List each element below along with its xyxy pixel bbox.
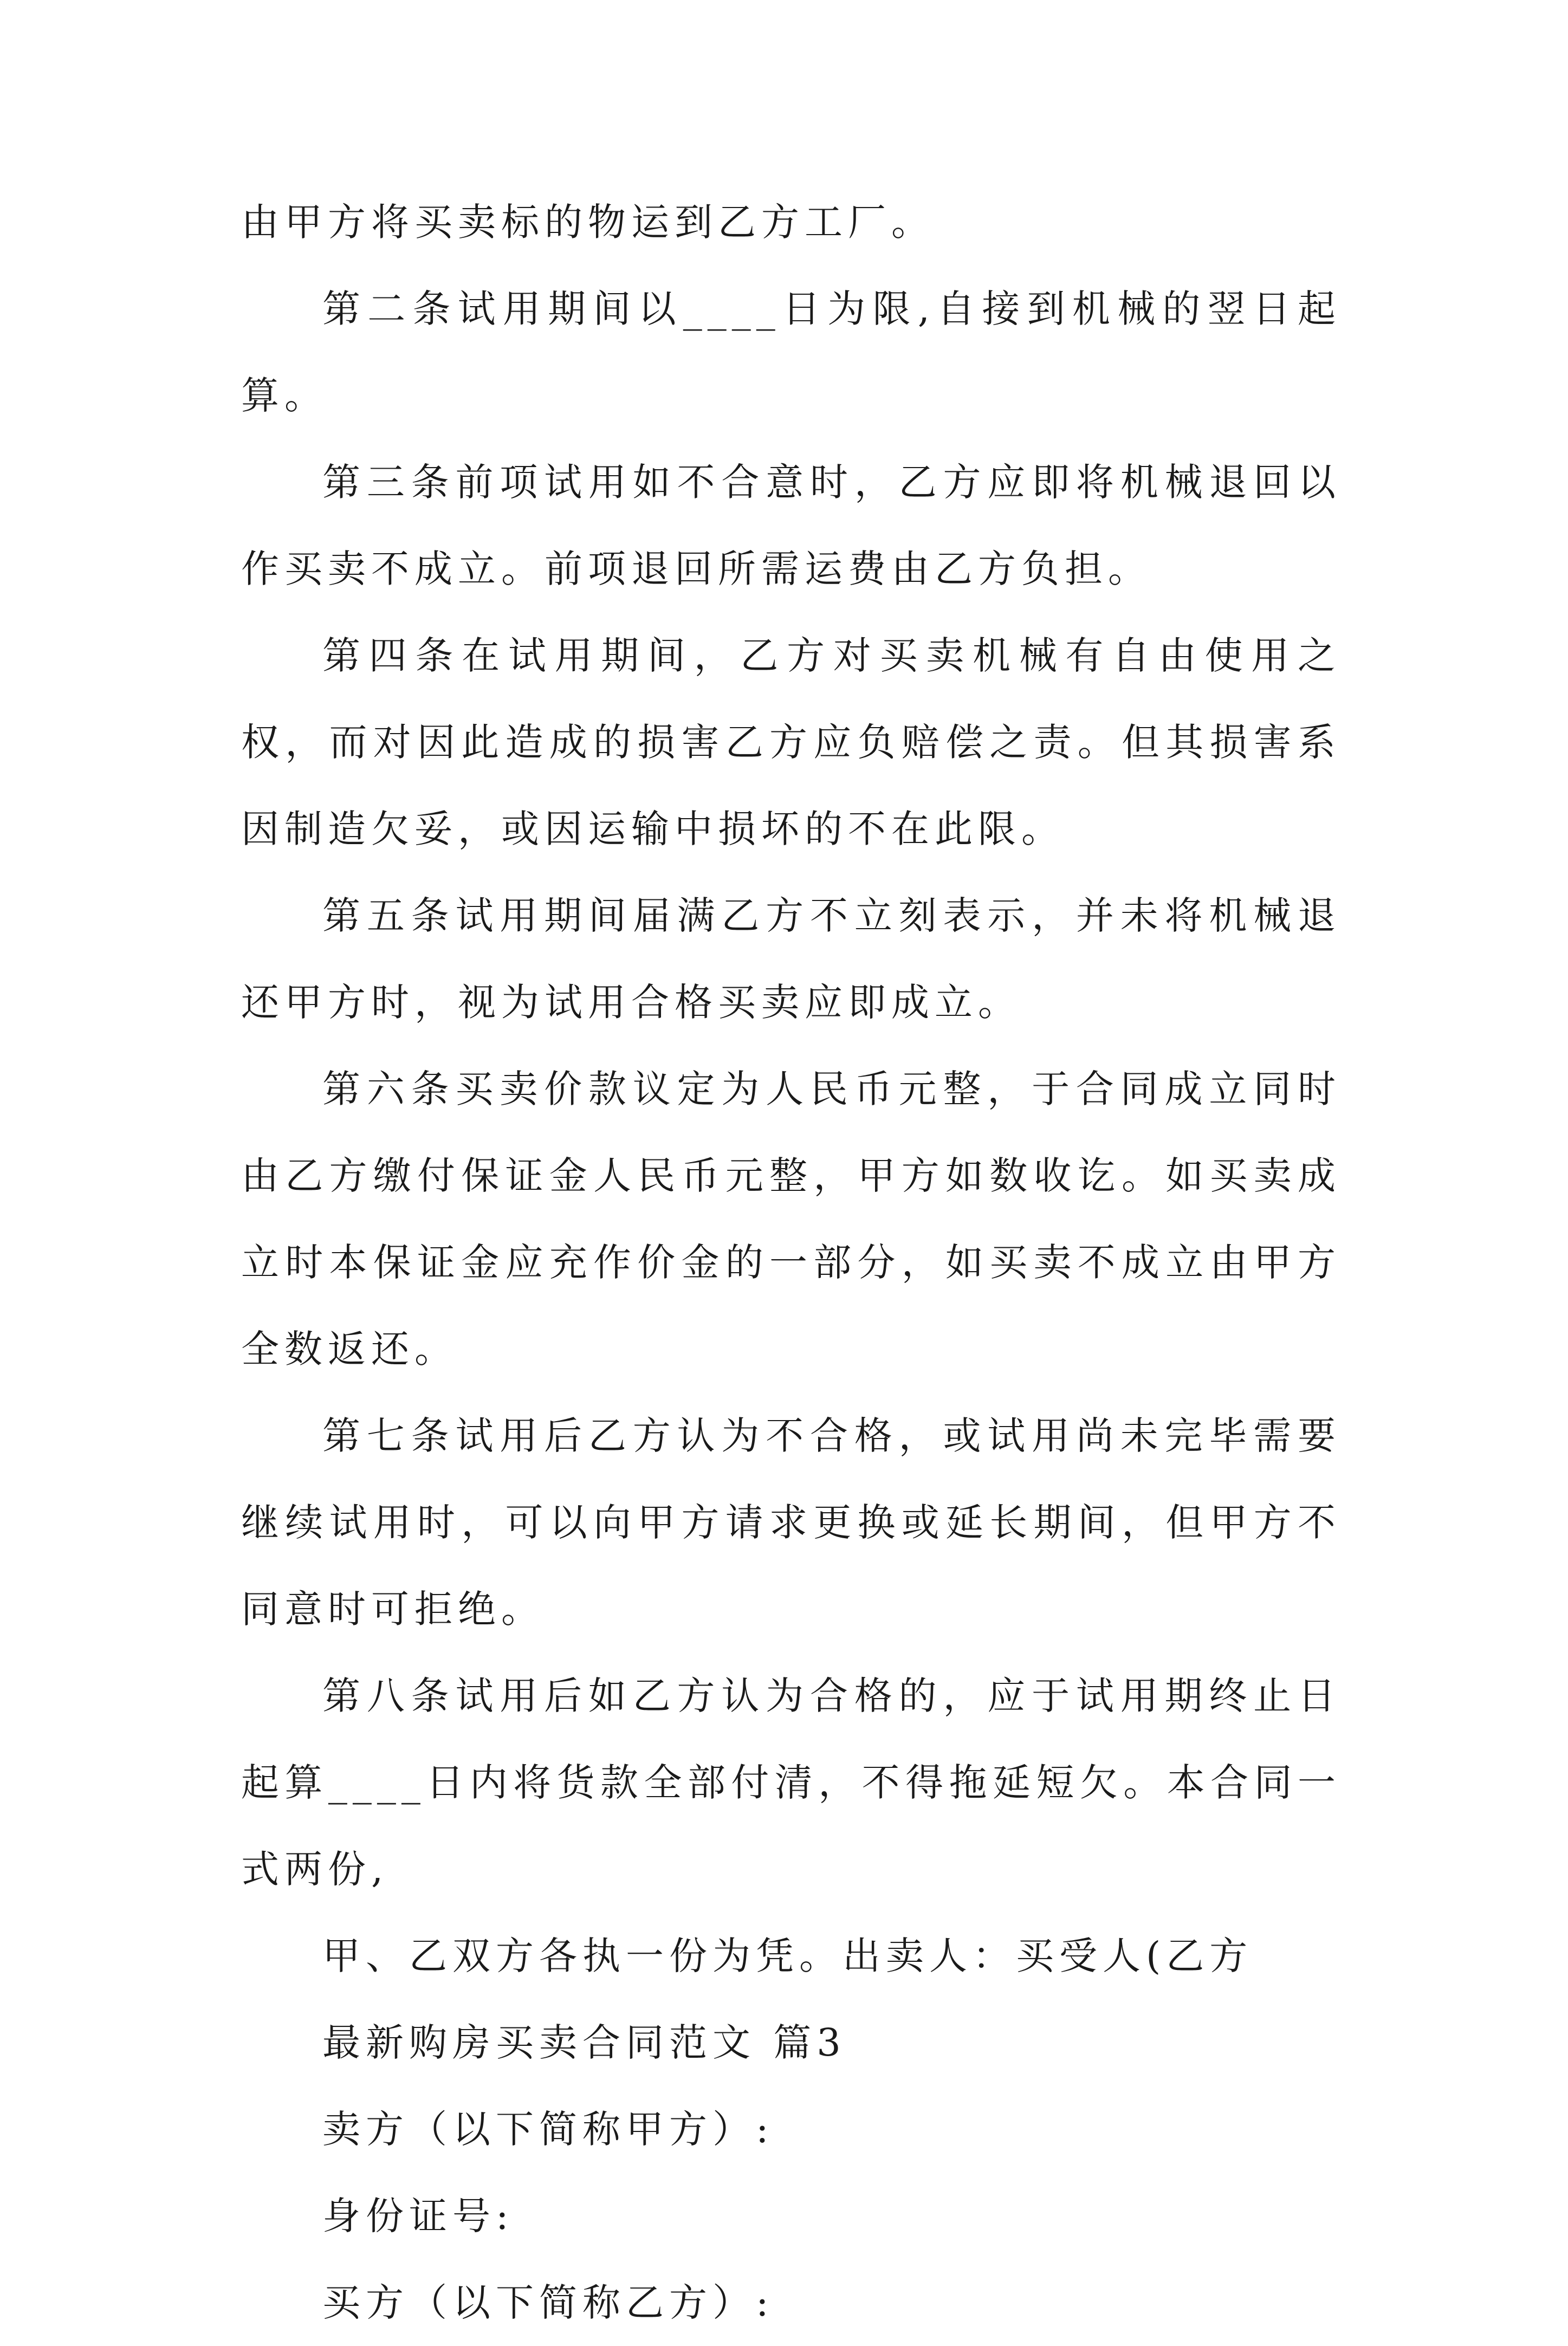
paragraph-article-4: 第四条在试用期间，乙方对买卖机械有自由使用之权，而对因此造成的损害乙方应负赔偿之责。但其损害系因制造欠妥，或因运输中损坏的不在此限。 [241, 633, 1341, 851]
paragraph-article-2: 第二条试用期间以____日为限,自接到机械的翌日起算。 [241, 287, 1341, 418]
buyer-line: 买方（以下简称乙方）: [322, 2280, 774, 2325]
paragraph-article-8: 第八条试用后如乙方认为合格的，应于试用期终止日起算____日内将货款全部付清，不得拖延短欠。本合同一式两份, [241, 1674, 1341, 1891]
section-heading: 最新购房买卖合同范文 篇3 [322, 2020, 846, 2065]
paragraph-continuation: 由甲方将买卖标的物运到乙方工厂。 [241, 200, 935, 244]
paragraph-article-3: 第三条前项试用如不合意时，乙方应即将机械退回以作买卖不成立。前项退回所需运费由乙方负担。 [241, 460, 1341, 591]
document-body [241, 179, 1341, 2346]
paragraph-article-7: 第七条试用后乙方认为不合格，或试用尚未完毕需要继续试用时，可以向甲方请求更换或延长期间，但甲方不同意时可拒绝。 [241, 1414, 1341, 1631]
paragraph-article-5: 第五条试用期间届满乙方不立刻表示，并未将机械退还甲方时，视为试用合格买卖应即成立。 [241, 893, 1341, 1025]
id-number-line: 身份证号: [322, 2194, 514, 2238]
seller-line: 卖方（以下简称甲方）: [322, 2107, 774, 2151]
paragraph-signatures: 甲、乙双方各执一份为凭。出卖人：买受人(乙方 [322, 1934, 1253, 1978]
paragraph-article-6: 第六条买卖价款议定为人民币元整，于合同成立同时由乙方缴付保证金人民币元整，甲方如数收讫。如买卖成立时本保证金应充作价金的一部分，如买卖不成立由甲方全数返还。 [241, 1067, 1341, 1371]
